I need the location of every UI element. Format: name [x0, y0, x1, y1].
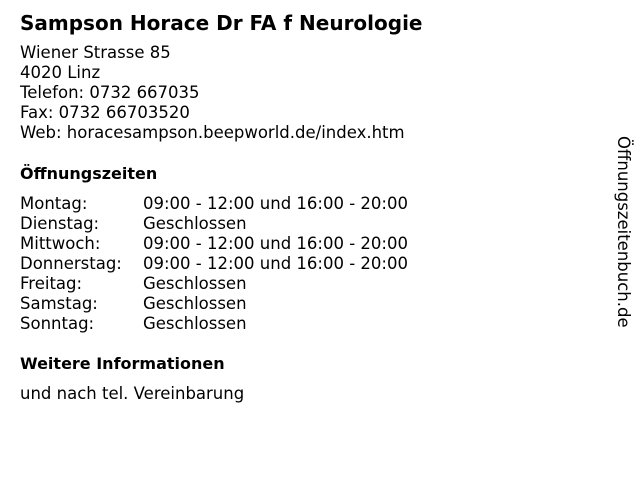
side-brand-text[interactable]: Öffnungszeitenbuch.de	[614, 136, 633, 328]
opening-hours-table	[20, 194, 408, 334]
further-info-text: und nach tel. Vereinbarung	[20, 384, 245, 403]
city-address: 4020 Linz	[20, 63, 101, 82]
address-block	[20, 43, 405, 143]
hours-row-thursday	[20, 254, 408, 274]
day-label: Sonntag:	[20, 314, 95, 333]
day-label: Dienstag:	[20, 214, 100, 233]
hours-row-wednesday	[20, 234, 408, 254]
hours-row-saturday	[20, 294, 408, 314]
hours-value: Geschlossen	[143, 274, 247, 293]
hours-row-tuesday	[20, 214, 408, 234]
hours-value: Geschlossen	[143, 294, 247, 313]
day-label: Freitag:	[20, 274, 83, 293]
street-address: Wiener Strasse 85	[20, 43, 171, 62]
phone-number: Telefon: 0732 667035	[20, 83, 200, 102]
hours-row-monday	[20, 194, 408, 214]
hours-value: Geschlossen	[143, 314, 247, 333]
hours-row-sunday	[20, 314, 408, 334]
website-link[interactable]: Web: horacesampson.beepworld.de/index.htm	[20, 123, 405, 142]
fax-number: Fax: 0732 66703520	[20, 103, 190, 122]
hours-value: 09:00 - 12:00 und 16:00 - 20:00	[143, 194, 408, 213]
day-label: Samstag:	[20, 294, 98, 313]
further-info-heading: Weitere Informationen	[20, 354, 225, 373]
opening-hours-heading: Öffnungszeiten	[20, 164, 158, 183]
hours-value: 09:00 - 12:00 und 16:00 - 20:00	[143, 254, 408, 273]
hours-value: Geschlossen	[143, 214, 247, 233]
hours-value: 09:00 - 12:00 und 16:00 - 20:00	[143, 234, 408, 253]
day-label: Mittwoch:	[20, 234, 101, 253]
day-label: Donnerstag:	[20, 254, 122, 273]
hours-row-friday	[20, 274, 408, 294]
business-name: Sampson Horace Dr FA f Neurologie	[20, 11, 423, 35]
day-label: Montag:	[20, 194, 88, 213]
